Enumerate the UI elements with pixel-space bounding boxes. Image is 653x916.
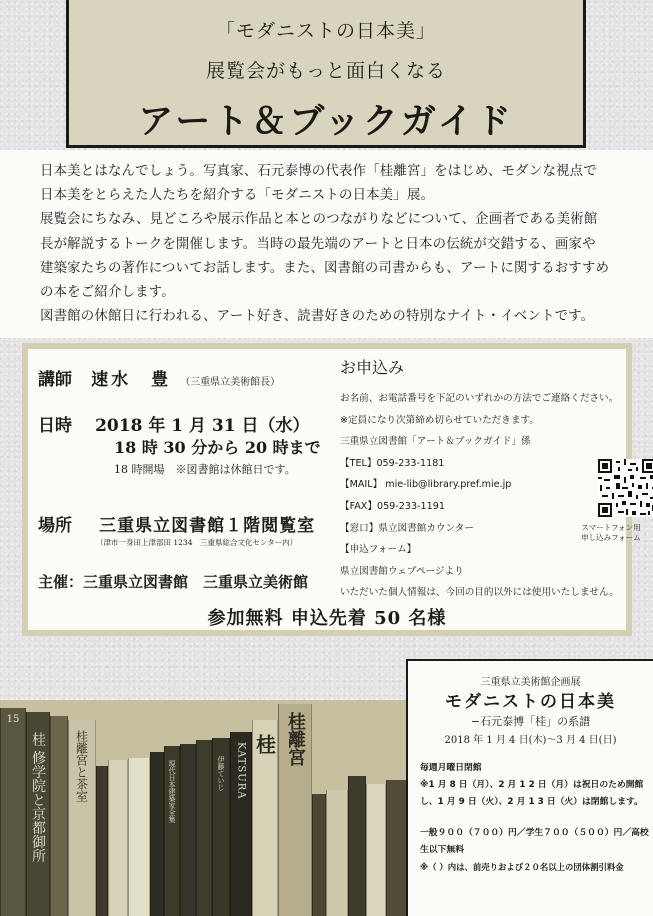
spine-title: KATSURA [235,742,247,800]
venue-name: 三重県立図書館１階閲覧室 [99,516,316,536]
venue-row [38,511,315,536]
book-spine [180,744,196,916]
application-heading: お申込み [340,358,405,377]
intro-line: 長が解説するトークを開催します。当時の最先端のアートと日本の伝統が交錯する、画家や [40,236,596,252]
intro-line: 図書館の休館日に行われる、アート好き、読書好きのための特別なナイト・イベントです。 [40,309,595,325]
intro-section [0,150,653,338]
mail-line[interactable]: 【MAIL】 mie-lib@library.pref.mie.jp [340,479,512,491]
intro-line: 展覧会にちなみ、見どころや展示作品と本とのつながりなどについて、企画者である美術館 [40,212,598,228]
opening-note: 18 時開場 ※図書館は休館日です。 [114,463,296,476]
exhibition-subtitle: −石元泰博「桂」の系譜 [470,715,591,728]
event-info-frame [22,343,641,636]
intro-line: の本をご紹介します。 [40,285,175,301]
exhibition-info [406,659,653,916]
free-admission-banner: 参加無料 申込先着 50 名様 [207,608,447,629]
lecturer-label: 講師 [38,370,72,390]
exhibition-catch: 「モダニストの日本美」 [215,20,436,42]
event-title: アート＆ブックガイド [138,101,514,142]
event-date: 2018 年 1 月 31 日（水） [95,416,310,436]
intro-line: 建築家たちの著作についてお話します。また、図書館の司書からも、アートに関するおすすめ [40,260,610,276]
book-spine [164,746,180,916]
exhibition-details [420,760,650,876]
book-spine [128,758,150,916]
form-detail-line: 県立図書館ウェブページより [340,565,464,577]
spine-title: 現代日本建築家全集 [168,760,176,823]
host-line: 主催：三重県立図書館 三重県立美術館 [38,573,309,591]
book-spine [326,790,348,916]
event-time: 18 時 30 分から 20 時まで [114,438,321,457]
book-spine [252,720,278,916]
exhibition-period: 2018 年 1 月 4 日(木)〜3 月 4 日(日) [444,735,617,746]
qr-caption [566,523,653,543]
bookshelf-photo [0,700,410,916]
privacy-line: いただいた個人情報は、今回の目的以外には使用いたしません。 [340,587,619,599]
fax-line: 【FAX】059-233-1191 [340,500,445,512]
counter-line: 【窓口】県立図書館カウンター [340,522,474,534]
form-line: 【申込フォーム】 [340,544,417,556]
closed-heading: 毎週月曜日閉館 [420,763,482,773]
book-spine [50,716,68,916]
spine-title: 桂 修学院と京都御所 [30,732,46,863]
book-spine [196,740,212,916]
spine-number: 15 [6,714,20,725]
date-row [38,411,310,436]
event-info-panel [28,349,641,630]
venue-label: 場所 [38,516,72,536]
book-spine [212,738,230,916]
intro-line: 日本美をとらえた人たちを紹介する「モダニストの日本美」展。 [40,188,435,204]
application-line: お名前、お電話番号を下記のいずれかの方法でご連絡ください。 [340,393,619,404]
book-spine [108,760,128,916]
exhibition-organizer: 三重県立美術館企画展 [480,677,581,688]
book-spine [0,708,26,916]
lecturer-name: 速水 豊 [91,370,172,390]
book-spine [96,766,108,916]
book-spine [26,712,50,916]
qr-caption-text: スマートフォン用 申し込みフォーム [581,523,641,542]
tel-line: 【TEL】059-233-1181 [340,457,445,469]
application-line: ※定員になり次第締め切らせていただきます。 [340,414,539,426]
book-spine [150,752,164,916]
book-spine [230,732,252,916]
spine-title: 桂離宮 [285,712,306,766]
book-spine [366,784,386,916]
event-subtitle: 展覧会がもっと面白くなる [205,60,446,82]
qr-code-icon[interactable] [598,459,653,517]
spine-title: 桂離宮と茶室 [74,730,89,802]
admission-fee-note: ※（ ）内は、前売りおよび２０名以上の団体割引料金 [420,862,624,872]
admission-fee: 一般９００（７００）円／学生７００（５００）円／高校生以下無料 [420,828,649,855]
lecturer-row [38,365,280,390]
book-spine [348,776,366,916]
book-spine [312,794,326,916]
lecturer-title: （三重県立美術館長） [180,377,281,388]
intro-line: 日本美とはなんでしょう。写真家、石元泰博の代表作「桂離宮」をはじめ、モダンな視点で [40,164,597,179]
date-label: 日時 [38,416,72,436]
application-section [340,355,641,604]
spine-author: 伊藤ていじ [217,756,225,791]
venue-address: （津市一身田上津部田 1234 三重県総合文化センター内） [96,538,298,547]
application-line: 三重県立図書館「アート＆ブックガイド」係 [340,436,531,448]
spine-title: 桂 [252,734,277,754]
title-banner [66,0,586,148]
book-spine [68,720,96,916]
book-spine [278,704,312,916]
exhibition-title: モダニストの日本美 [445,692,616,712]
closed-note: ※1 月 8 日（月）、2 月 1 2 日（月）は祝日のため開館し、1 月 9 日（火）、2 月 1 3 日（火）は閉館します。 [420,780,644,807]
